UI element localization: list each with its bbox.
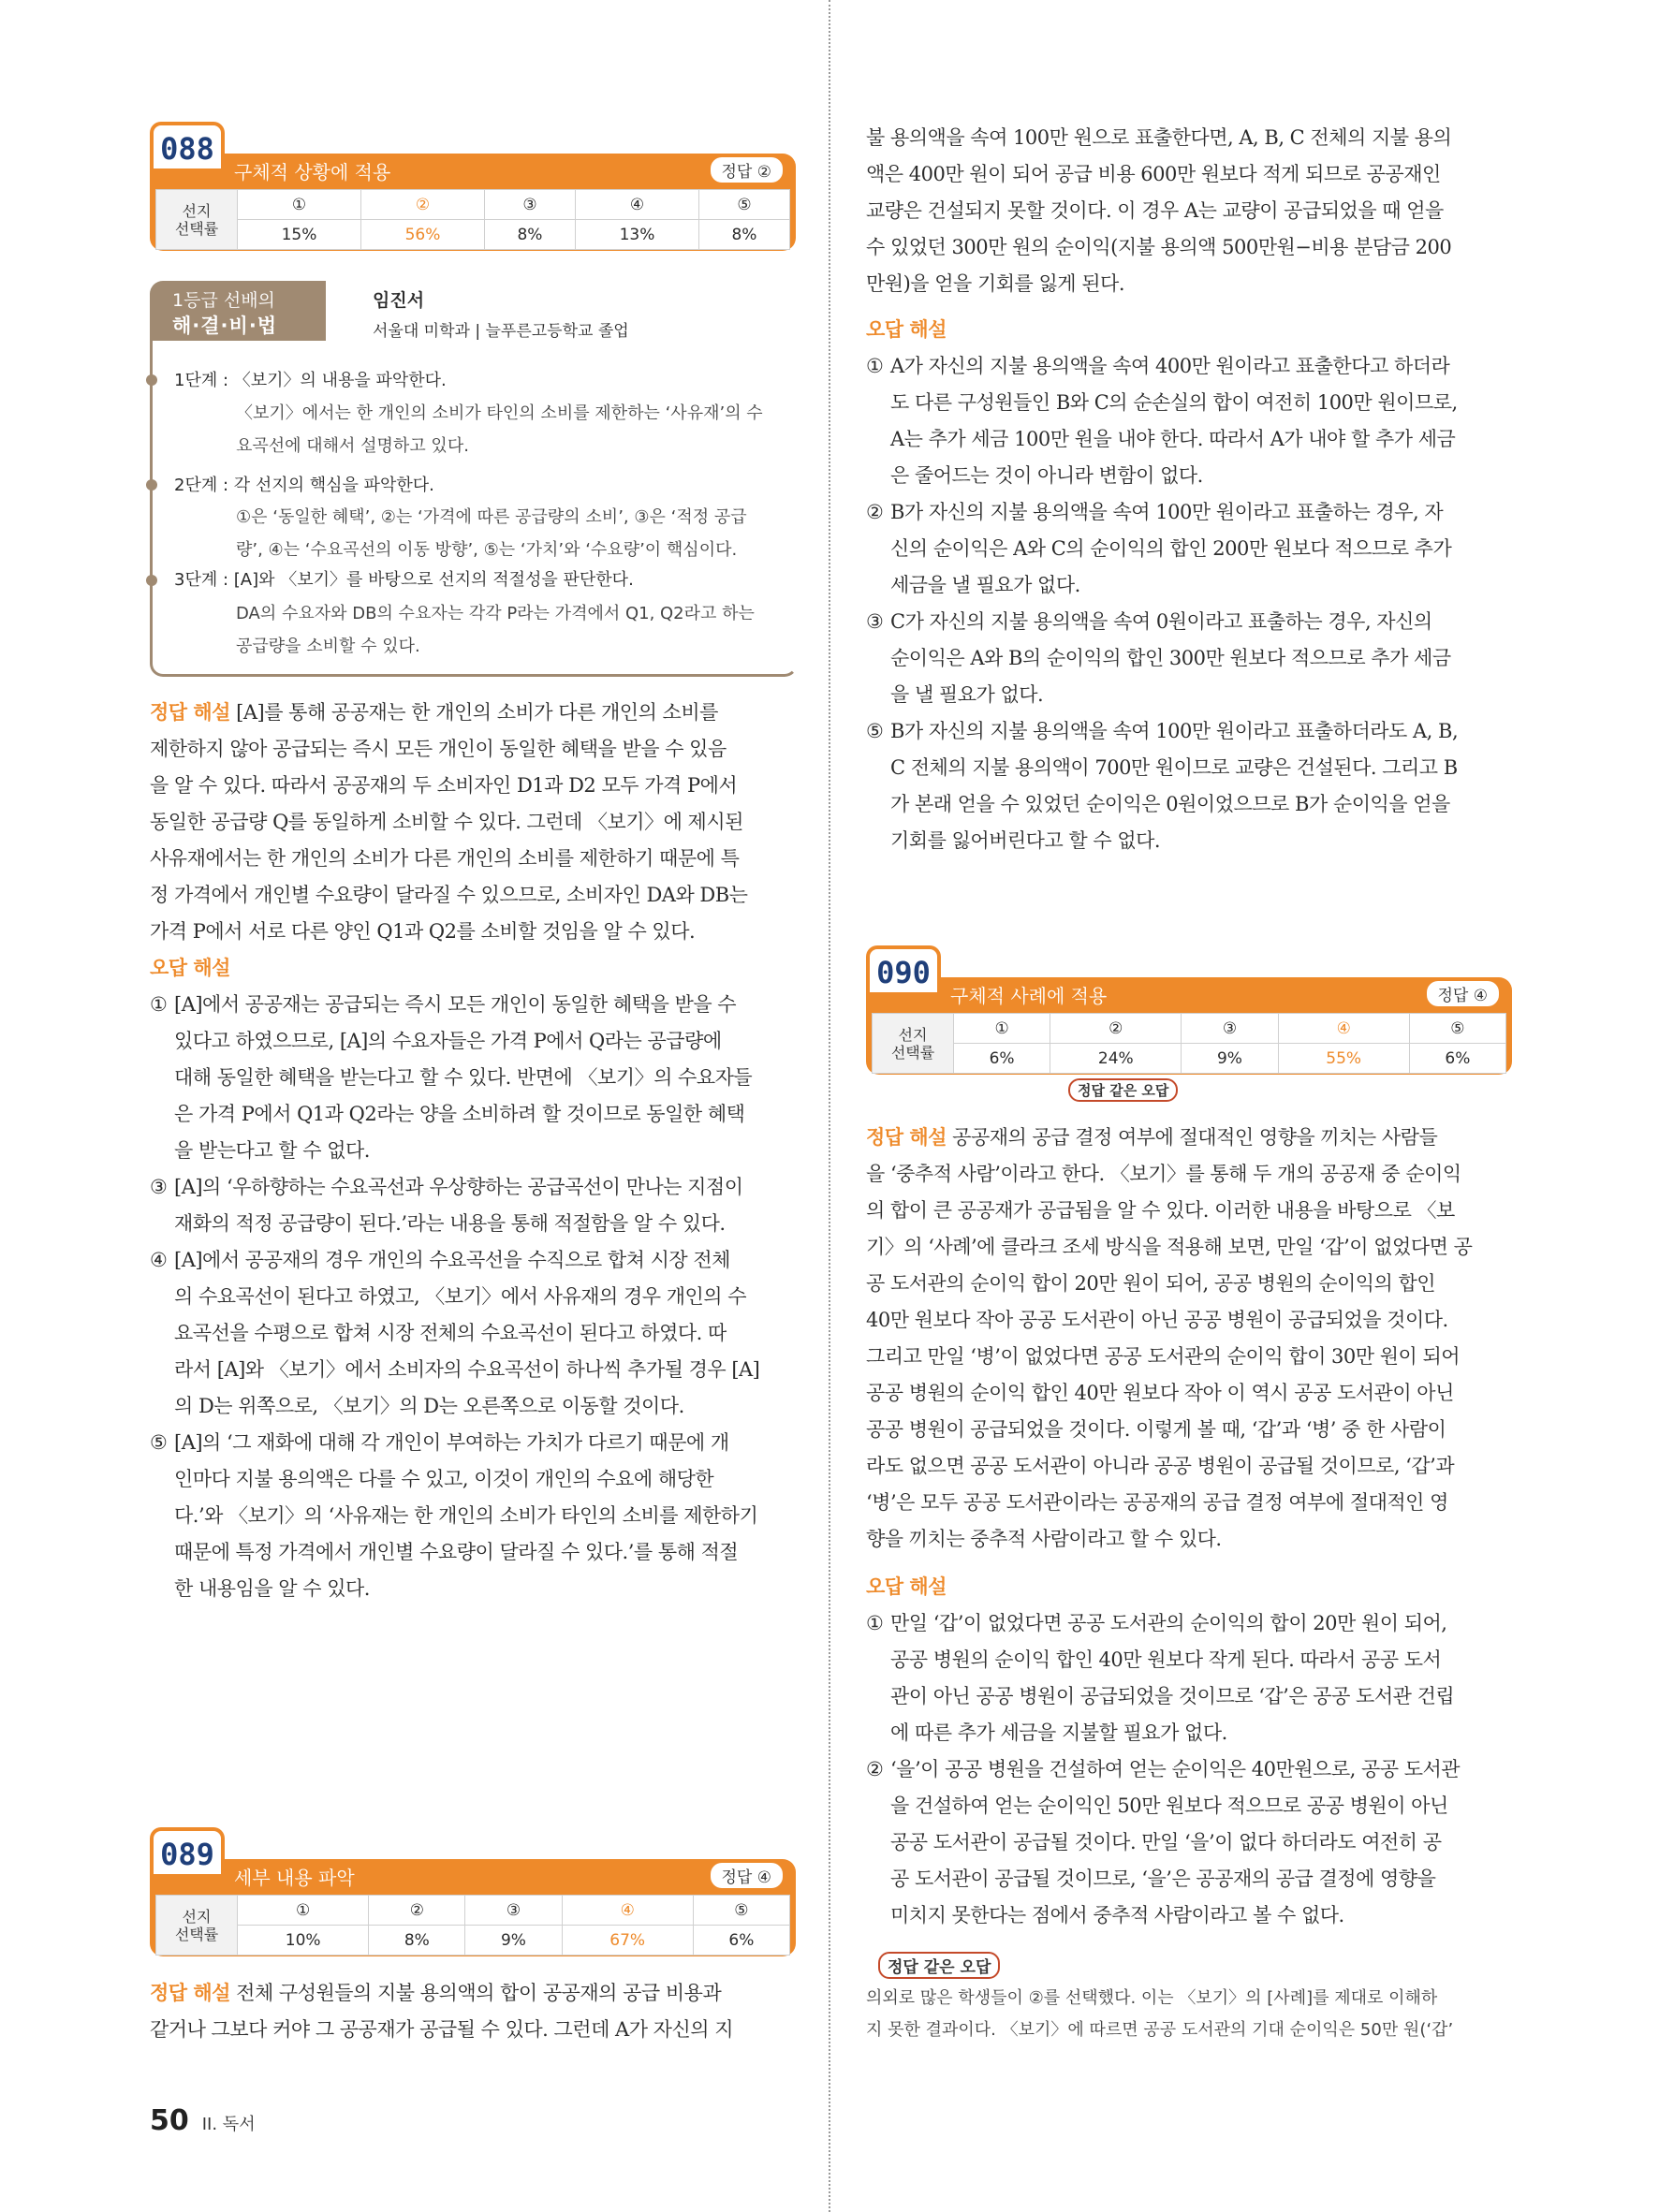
selection-rate-table xyxy=(155,1895,790,1956)
answer-box-header xyxy=(150,154,796,185)
author-school: 서울대 미학과 | 늘푸른고등학교 졸업 xyxy=(373,322,629,341)
answer-badge: 정답 ② xyxy=(711,157,784,183)
wrong-answer-item: ① 만일 ‘갑’이 없었다면 공공 도서관의 순이익의 합이 20만 원이 되어, 공공 병원의 순이익 합인 40만 원보다 작게 된다. 따라서 공공 도서 관이 아닌 공공 병원이 공급되었을 것이므로 ‘갑’은 공공 도서관 건립 에 따른 추가 세금을 지불할 필요가 없다. xyxy=(866,1612,1455,1744)
choice-cell: ④ xyxy=(1278,1014,1409,1044)
selection-rate-table-frame xyxy=(866,1009,1512,1075)
q090-explanation: 정답 해설 공공재의 공급 결정 여부에 절대적인 영향을 끼치는 사람들 을 ‘중추적 사람’이라고 한다. 〈보기〉를 통해 두 개의 공공재 중 순이익 의 합이 큰 공공재가 공급됨을 알 수 있다. 이러한 내용을 바탕으로 〈보 기〉의 ‘사례’에 클라크 조세 방식을 적용해 보면, 만일 ‘갑’이 없었다면 공 공 도서관의 순이익 합이 20만 원이 되어, 공공 병원의 순이익의 합인 40만 원보다 작아 공공 도서관이 아닌 공공 병원이 공급되었을 것이다. 그리고 만일 ‘병’이 없었다면 공공 도서관의 순이익 합이 30만 원이 되어 공공 병원의 순이익 합인 40만 원보다 작아 이 역시 공공 도서관이 아닌 공공 병원이 공급되었을 것이다. 이렇게 볼 때, ‘갑’과 ‘병’ 중 한 사람이 라도 없으면 공공 도서관이 아니라 공공 병원이 공급될 것이므로, ‘갑’과 ‘병’은 모두 공공 도서관이라는 공공재의 공급 결정 여부에 절대적인 영 향을 끼치는 중추적 사람이라고 할 수 있다. 오답 해설 ① 만일 ‘갑’이 없었다면 공공 도서관의 순이익의 합이 20만 원이 되어, 공공 병원의 순이익 합인 40만 원보다 작게 된다. 따라서 공공 도서 관이 아닌 공공 병원이 공급되었을 것이므로 ‘갑’은 공공 도서관 건립 에 따른 추가 세금을 지불할 필요가 없다. ② ‘을’이 공공 병원을 건설하여 얻는 순이익은 40만원으로, 공공 도서관 을 건설하여 얻는 순이익인 50만 원보다 적으므로 공공 병원이 아닌 공공 도서관이 공급될 것이다. 만일 ‘을’이 없다 하더라도 여전히 공 공 도서관이 공급될 것이므로, ‘을’은 공공재의 공급 결정에 영향을 미치지 못한다는 점에서 중추적 사람이라고 볼 수 없다. xyxy=(866,1120,1512,1934)
rate-cell: 8% xyxy=(484,220,575,250)
author-name: 임진서 xyxy=(373,290,425,311)
rate-cell: 8% xyxy=(698,220,789,250)
rate-cell: 13% xyxy=(575,220,698,250)
choice-cell: ③ xyxy=(465,1896,562,1926)
rate-cell: 9% xyxy=(1182,1044,1278,1074)
selection-rate-table-frame xyxy=(150,185,796,251)
rate-cell: 56% xyxy=(360,220,484,250)
step-3-detail: DA의 수요자와 DB의 수요자는 각각 P라는 가격에서 Q1, Q2라고 하는 공급량을 소비할 수 있다. xyxy=(236,604,755,656)
choice-cell: ② xyxy=(360,190,484,220)
rate-cell: 6% xyxy=(693,1926,789,1956)
answer-box-089 xyxy=(150,1827,796,1958)
question-type: 세부 내용 파악 xyxy=(234,1867,355,1889)
rate-cell: 6% xyxy=(1409,1044,1505,1074)
step-2-detail: ①은 ‘동일한 혜택’, ②는 ‘가격에 따른 공급량의 소비’, ③은 ‘적정 공급 량’, ④는 ‘수요곡선의 이동 방향’, ⑤는 ‘가치’와 ‘수요량’이 핵심이다. xyxy=(236,507,747,560)
row-label: 선지 선택률 xyxy=(156,1896,238,1956)
section-heading: 오답 해설 xyxy=(866,318,947,341)
choice-cell: ① xyxy=(238,1896,369,1926)
wrong-answer-item: ② B가 자신의 지불 용의액을 속여 100만 원이라고 표출하는 경우, 자 신의 순이익은 A와 C의 순이익의 합인 200만 원보다 적으므로 추가 세금을 낼 필요가 없다. xyxy=(866,501,1452,596)
rate-cell: 24% xyxy=(1050,1044,1182,1074)
section-label: II. 독서 xyxy=(201,2115,256,2134)
rate-cell: 15% xyxy=(238,220,361,250)
bullet-icon xyxy=(146,575,157,586)
answer-box-header xyxy=(150,1859,796,1891)
wrong-answer-item: ③ [A]의 ‘우하향하는 수요곡선과 우상향하는 공급곡선이 만나는 지점이 재화의 적정 공급량이 된다.’라는 내용을 통해 적절함을 알 수 있다. xyxy=(150,1176,743,1235)
wrong-answer-item: ② ‘을’이 공공 병원을 건설하여 얻는 순이익은 40만원으로, 공공 도서관 을 건설하여 얻는 순이익인 50만 원보다 적으므로 공공 병원이 아닌 공공 도서관이 공급될 것이다. 만일 ‘을’이 없다 하더라도 여전히 공 공 도서관이 공급될 것이므로, ‘을’은 공공재의 공급 결정에 영향을 미치지 못한다는 점에서 중추적 사람이라고 볼 수 없다. xyxy=(866,1758,1461,1926)
choice-cell: ② xyxy=(1050,1014,1182,1044)
choice-cell: ④ xyxy=(562,1896,693,1926)
page-number: 50 xyxy=(150,2104,189,2137)
bullet-icon xyxy=(146,374,157,386)
step-1-detail: 〈보기〉에서는 한 개인의 소비가 타인의 소비를 제한하는 ‘사유재’의 수 요곡선에 대해서 설명하고 있다. xyxy=(236,403,763,456)
tips-tab: 1등급 선배의 해·결·비·법 xyxy=(150,281,326,341)
selection-rate-table xyxy=(872,1013,1506,1074)
wrong-answer-item: ③ C가 자신의 지불 용의액을 속여 0원이라고 표출하는 경우, 자신의 순이익은 A와 B의 순이익의 합인 300만 원보다 적으므로 추가 세금 을 낼 필요가 없다. xyxy=(866,610,1451,706)
q089-explanation: 정답 해설 전체 구성원들의 지불 용의액의 합이 공공재의 공급 비용과 같거나 그보다 커야 그 공공재가 공급될 수 있다. 그런데 A가 자신의 지 xyxy=(150,1982,733,2041)
step-3: 3단계 : [A]와 〈보기〉를 바탕으로 선지의 적절성을 판단한다. xyxy=(174,570,634,590)
choice-cell: ② xyxy=(369,1896,465,1926)
answer-badge: 정답 ④ xyxy=(1427,981,1500,1006)
choice-cell: ③ xyxy=(1182,1014,1278,1044)
trap-answer-note: 의외로 많은 학생들이 ②를 선택했다. 이는 〈보기〉의 [사례]를 제대로 이해하 지 못한 결과이다. 〈보기〉에 따르면 공공 도서관의 기대 순이익은 50만 원(‘갑’ xyxy=(866,1988,1454,2040)
selection-rate-table-frame xyxy=(150,1891,796,1956)
section-heading: 오답 해설 xyxy=(150,957,230,979)
q088-explanation: 정답 해설 [A]를 통해 공공재는 한 개인의 소비가 다른 개인의 소비를 제한하지 않아 공급되는 즉시 모든 개인이 동일한 혜택을 받을 수 있음 을 알 수 있다. 따라서 공공재의 두 소비자인 D1과 D2 모두 가격 P에서 동일한 공급량 Q를 동일하게 소비할 수 있다. 그런데 〈보기〉에 제시된 사유재에서는 한 개인의 소비가 다른 개인의 소비를 제한하기 때문에 특 정 가격에서 개인별 수요량이 달라질 수 있으므로, 소비자인 DA와 DB는 가격 P에서 서로 다른 양인 Q1과 Q2를 소비할 것임을 알 수 있다. 오답 해설 ① [A]에서 공공재는 공급되는 즉시 모든 개인이 동일한 혜택을 받을 수 있다고 하였으므로, [A]의 수요자들은 가격 P에서 Q라는 공급량에 대해 동일한 혜택을 받는다고 할 수 있다. 반면에 〈보기〉의 수요자들 은 가격 P에서 Q1과 Q2라는 양을 소비하려 할 것이므로 동일한 혜택 을 받는다고 할 수 없다. ③ [A]의 ‘우하향하는 수요곡선과 우상향하는 공급곡선이 만나는 지점이 재화의 적정 공급량이 된다.’라는 내용을 통해 적절함을 알 수 있다. ④ [A]에서 공공재의 경우 개인의 수요곡선을 수직으로 합쳐 시장 전체 의 수요곡선이 된다고 하였고, 〈보기〉에서 사유재의 경우 개인의 수 요곡선을 수평으로 합쳐 시장 전체의 수요곡선이 된다고 하였다. 따 라서 [A]와 〈보기〉에서 소비자의 수요곡선이 하나씩 추가될 경우 [A] 의 D는 위쪽으로, 〈보기〉의 D는 오른쪽으로 이동할 것이다. ⑤ [A]의 ‘그 재화에 대해 각 개인이 부여하는 가치가 다르기 때문에 개 인마다 지불 용의액은 다를 수 있고, 이것이 개인의 수요에 해당한 다.’와 〈보기〉의 ‘사유재는 한 개인의 소비가 타인의 소비를 제한하기 때문에 특정 가격에서 개인별 수요량이 달라질 수 있다.’를 통해 적절 한 내용임을 알 수 있다. xyxy=(150,695,796,1607)
rate-cell: 9% xyxy=(465,1926,562,1956)
answer-box-header xyxy=(866,977,1512,1009)
choice-cell: ① xyxy=(238,190,361,220)
rate-cell: 67% xyxy=(562,1926,693,1956)
wrong-answer-item: ⑤ B가 자신의 지불 용의액을 속여 100만 원이라고 표출하더라도 A, B, C 전체의 지불 용의액이 700만 원이므로 교량은 건설된다. 그리고 B 가 본래 얻을 수 있었던 순이익은 0원이었으므로 B가 순이익을 얻을 기회를 잃어버린다고 할 수 없다. xyxy=(866,720,1459,852)
tips-author xyxy=(373,286,629,341)
rate-cell: 6% xyxy=(954,1044,1050,1074)
top-student-tips-box xyxy=(150,281,796,680)
rate-cell: 55% xyxy=(1278,1044,1409,1074)
choice-cell: ① xyxy=(954,1014,1050,1044)
answer-badge: 정답 ④ xyxy=(711,1863,784,1888)
selection-rate-table xyxy=(155,189,790,250)
choice-cell: ⑤ xyxy=(1409,1014,1505,1044)
wrong-answer-item: ⑤ [A]의 ‘그 재화에 대해 각 개인이 부여하는 가치가 다르기 때문에 개 인마다 지불 용의액은 다를 수 있고, 이것이 개인의 수요에 해당한 다.’와 〈보기〉의 ‘사유재는 한 개인의 소비가 타인의 소비를 제한하기 때문에 특정 가격에서 개인별 수요량이 달라질 수 있다.’를 통해 적절 한 내용임을 알 수 있다. xyxy=(150,1431,758,1600)
row-label: 선지 선택률 xyxy=(156,190,238,250)
section-heading: 오답 해설 xyxy=(866,1575,947,1598)
trap-answer-badge: 정답 같은 오답 xyxy=(1068,1078,1178,1102)
question-type: 구체적 상황에 적용 xyxy=(234,161,391,183)
answer-box-090 xyxy=(866,945,1512,1099)
trap-answer-heading: 정답 같은 오답 xyxy=(878,1952,1000,1979)
q089-explanation-continued: 불 용의액을 속여 100만 원으로 표출한다면, A, B, C 전체의 지불 용의 액은 400만 원이 되어 공급 비용 600만 원보다 적게 되므로 공공재인 교량은 건설되지 못할 것이다. 이 경우 A는 교량이 공급되었을 때 얻을 수 있었던 300만 원의 순이익(지불 용의액 500만원−비용 분담금 200 만원)을 얻을 기회를 잃게 된다. 오답 해설 ① A가 자신의 지불 용의액을 속여 400만 원이라고 표출한다고 하더라 도 다른 구성원들인 B와 C의 순손실의 합이 여전히 100만 원이므로, A는 추가 세금 100만 원을 내야 한다. 따라서 A가 내야 할 추가 세금 은 줄어드는 것이 아니라 변함이 없다. ② B가 자신의 지불 용의액을 속여 100만 원이라고 표출하는 경우, 자 신의 순이익은 A와 C의 순이익의 합인 200만 원보다 적으므로 추가 세금을 낼 필요가 없다. ③ C가 자신의 지불 용의액을 속여 0원이라고 표출하는 경우, 자신의 순이익은 A와 B의 순이익의 합인 300만 원보다 적으므로 추가 세금 을 낼 필요가 없다. ⑤ B가 자신의 지불 용의액을 속여 100만 원이라고 표출하더라도 A, B, C 전체의 지불 용의액이 700만 원이므로 교량은 건설된다. 그리고 B 가 본래 얻을 수 있었던 순이익은 0원이었으므로 B가 순이익을 얻을 기회를 잃어버린다고 할 수 없다. xyxy=(866,120,1512,859)
choice-cell: ⑤ xyxy=(698,190,789,220)
section-heading: 정답 해설 xyxy=(866,1126,947,1149)
choice-cell: ③ xyxy=(484,190,575,220)
choice-cell: ④ xyxy=(575,190,698,220)
question-type: 구체적 사례에 적용 xyxy=(950,985,1108,1007)
question-number: 089 xyxy=(150,1827,225,1874)
wrong-answer-item: ④ [A]에서 공공재의 경우 개인의 수요곡선을 수직으로 합쳐 시장 전체 의 수요곡선이 된다고 하였고, 〈보기〉에서 사유재의 경우 개인의 수 요곡선을 수평으로 합쳐 시장 전체의 수요곡선이 된다고 하였다. 따 라서 [A]와 〈보기〉에서 소비자의 수요곡선이 하나씩 추가될 경우 [A] 의 D는 위쪽으로, 〈보기〉의 D는 오른쪽으로 이동할 것이다. xyxy=(150,1249,760,1417)
section-heading: 정답 해설 xyxy=(150,1982,230,2004)
step-1: 1단계 : 〈보기〉의 내용을 파악한다. xyxy=(174,371,447,390)
step-2: 2단계 : 각 선지의 핵심을 파악한다. xyxy=(174,476,434,495)
question-number: 090 xyxy=(866,945,941,992)
question-number: 088 xyxy=(150,122,225,168)
row-label: 선지 선택률 xyxy=(873,1014,954,1074)
rate-cell: 10% xyxy=(238,1926,369,1956)
bullet-icon xyxy=(146,479,157,491)
choice-cell: ⑤ xyxy=(693,1896,789,1926)
column-divider xyxy=(829,0,830,2212)
rate-cell: 8% xyxy=(369,1926,465,1956)
answer-box-088 xyxy=(150,122,796,253)
wrong-answer-item: ① [A]에서 공공재는 공급되는 즉시 모든 개인이 동일한 혜택을 받을 수 있다고 하였으므로, [A]의 수요자들은 가격 P에서 Q라는 공급량에 대해 동일한 혜택을 받는다고 할 수 있다. 반면에 〈보기〉의 수요자들 은 가격 P에서 Q1과 Q2라는 양을 소비하려 할 것이므로 동일한 혜택 을 받는다고 할 수 없다. xyxy=(150,993,753,1162)
wrong-answer-item: ① A가 자신의 지불 용의액을 속여 400만 원이라고 표출한다고 하더라 도 다른 구성원들인 B와 C의 순손실의 합이 여전히 100만 원이므로, A는 추가 세금 100만 원을 내야 한다. 따라서 A가 내야 할 추가 세금 은 줄어드는 것이 아니라 변함이 없다. xyxy=(866,355,1458,487)
section-heading: 정답 해설 xyxy=(150,701,230,724)
page-footer xyxy=(150,2104,256,2137)
